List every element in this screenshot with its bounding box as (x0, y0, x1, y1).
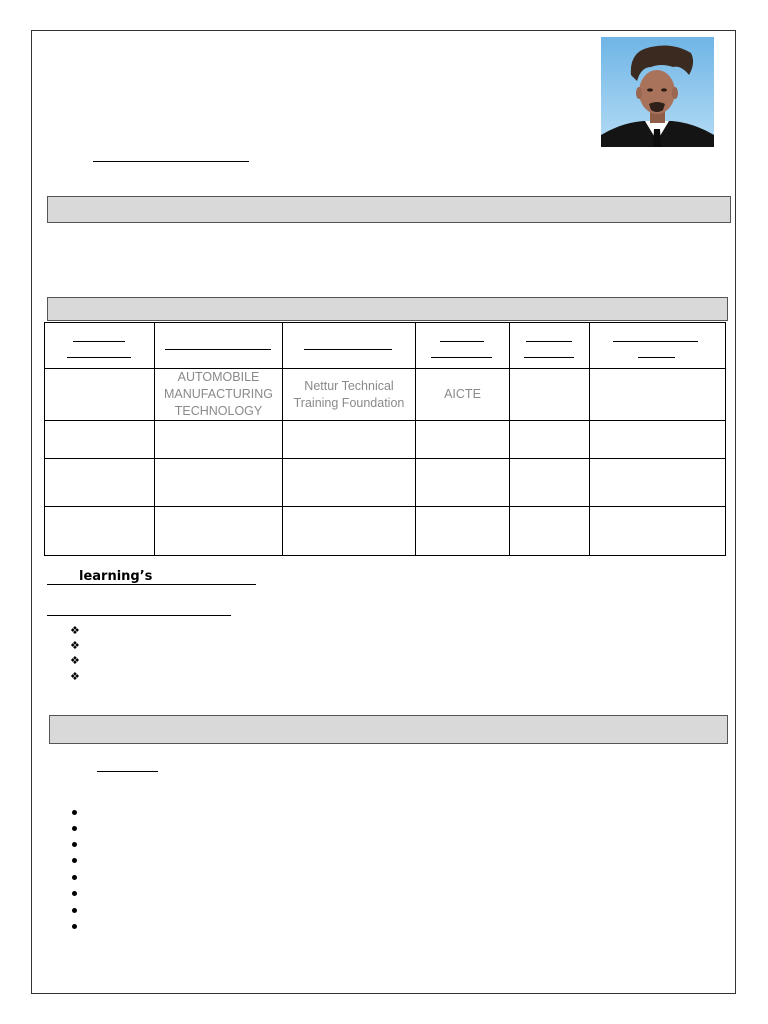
learnings-underline (47, 584, 256, 585)
table-cell (283, 421, 416, 459)
education-section-band (47, 297, 728, 321)
header-cell (155, 323, 283, 369)
skills-underline (97, 771, 158, 772)
portrait-photo-icon (601, 37, 714, 147)
education-table (44, 322, 726, 556)
table-cell (510, 421, 590, 459)
course-cell: AUTOMOBILE MANUFACTURING TECHNOLOGY (155, 369, 283, 421)
bullet-dot-icon (72, 924, 77, 929)
table-cell (416, 459, 510, 507)
diamond-bullet-icon: ❖ (70, 639, 80, 652)
table-row (45, 459, 726, 507)
board-cell: AICTE (416, 369, 510, 421)
header-cell (590, 323, 726, 369)
name-underline (93, 161, 249, 162)
table-header-row (45, 323, 726, 369)
table-row (45, 369, 726, 421)
skills-section-band (49, 715, 728, 744)
table-cell (155, 459, 283, 507)
bullet-dot-icon (72, 810, 77, 815)
table-cell (590, 421, 726, 459)
table-row (45, 421, 726, 459)
sub-heading-underline (47, 615, 231, 616)
learnings-heading: learning’s (79, 569, 153, 584)
table-cell (510, 369, 590, 421)
bullet-dot-icon (72, 908, 77, 913)
header-cell (45, 323, 155, 369)
table-cell (45, 421, 155, 459)
bullet-dot-icon (72, 858, 77, 863)
table-cell (155, 421, 283, 459)
table-cell (510, 507, 590, 556)
table-cell (283, 507, 416, 556)
table-cell (155, 507, 283, 556)
header-cell (416, 323, 510, 369)
table-cell (45, 369, 155, 421)
table-cell (416, 421, 510, 459)
table-cell (45, 507, 155, 556)
institution-cell: Nettur Technical Training Foundation (283, 369, 416, 421)
table-cell (45, 459, 155, 507)
objective-section-band (47, 196, 731, 223)
header-cell (283, 323, 416, 369)
bullet-dot-icon (72, 842, 77, 847)
diamond-bullet-icon: ❖ (70, 624, 80, 637)
table-cell (590, 459, 726, 507)
table-cell (416, 507, 510, 556)
profile-photo (601, 37, 714, 147)
table-cell (283, 459, 416, 507)
table-cell (590, 507, 726, 556)
header-cell (510, 323, 590, 369)
diamond-bullet-icon: ❖ (70, 654, 80, 667)
table-cell (590, 369, 726, 421)
table-row (45, 507, 726, 556)
table-cell (510, 459, 590, 507)
bullet-dot-icon (72, 891, 77, 896)
diamond-bullet-icon: ❖ (70, 670, 80, 683)
bullet-dot-icon (72, 875, 77, 880)
bullet-dot-icon (72, 826, 77, 831)
